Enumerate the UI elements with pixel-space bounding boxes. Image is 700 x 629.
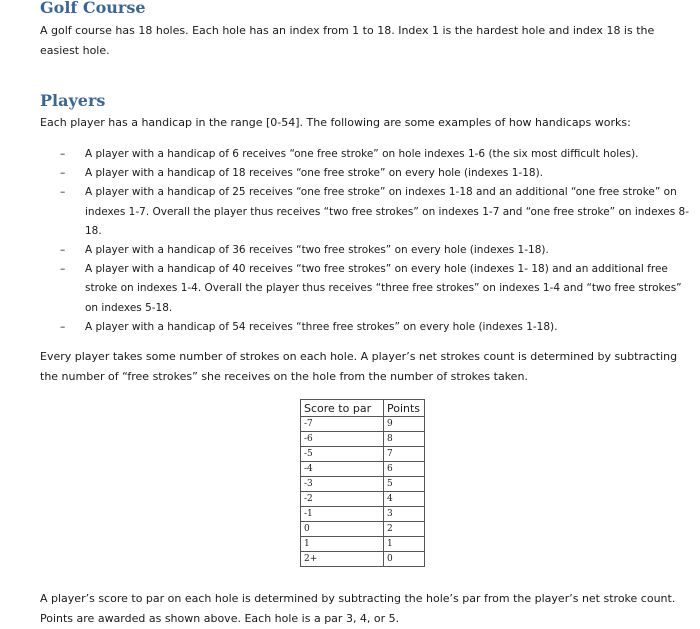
net-strokes-paragraph: Every player takes some number of strokes on each hole. A player’s net strokes count is determined by subtracting the number of “free strokes” she receives on the hole from the number of strokes taken. [40,350,678,383]
score-to-par-cell: -1 [301,507,384,522]
list-item [0,260,700,318]
section-title-players: Players [40,91,106,110]
list-item-text: A player with a handicap of 36 receives “two free strokes” on every hole (indexes 1-18). [85,244,549,257]
players-description: Each player has a handicap in the range [0-54]. The following are some examples of how handicaps works: [40,116,631,129]
list-item [0,145,700,164]
table-row [301,522,425,537]
table-row [301,417,425,432]
table-row [301,447,425,462]
list-item [0,183,700,241]
points-cell: 3 [384,507,425,522]
points-cell: 8 [384,432,425,447]
table-row [301,552,425,567]
points-cell: 9 [384,417,425,432]
score-to-par-cell: 1 [301,537,384,552]
list-item-text: A player with a handicap of 18 receives “one free stroke” on every hole (indexes 1-18). [85,167,544,180]
score-to-par-paragraph: A player’s score to par on each hole is determined by subtracting the hole’s par from the player’s net stroke count. Points are awarded as shown above. Each hole is a par 3, 4, or 5. [40,592,676,625]
list-item-text: A player with a handicap of 40 receives “two free strokes” on every hole (indexes 1- 18) and an additional free stroke on indexes 1-4. Overall the player thus receives “three free strokes” on indexes 1-4 and “two free strokes” on indexes 5-18. [85,263,682,314]
list-item [0,164,700,183]
table-row [301,537,425,552]
list-item-text: A player with a handicap of 54 receives “three free strokes” on every hole (indexes 1-18). [85,320,558,333]
score-to-par-cell: 2+ [301,552,384,567]
list-dash: – [60,320,66,333]
points-cell: 6 [384,462,425,477]
score-to-par-cell: 0 [301,522,384,537]
golf-course-description: A golf course has 18 holes. Each hole has an index from 1 to 18. Index 1 is the hardest hole and index 18 is the easiest hole. [40,24,655,57]
score-to-par-cell: -4 [301,462,384,477]
points-cell: 7 [384,447,425,462]
score-to-par-cell: -5 [301,447,384,462]
header-score-to-par: Score to par [301,400,384,417]
score-to-par-cell: -6 [301,432,384,447]
points-cell: 0 [384,552,425,567]
list-dash: – [60,263,66,276]
points-cell: 4 [384,492,425,507]
points-cell: 2 [384,522,425,537]
table-header-row [301,400,425,417]
list-item-text: A player with a handicap of 25 receives “one free stroke” on indexes 1-18 and an additional “one free stroke” on indexes 1-7. Overall the player thus receives “two free strokes” on indexes 1-7 and “one free stroke” on indexes 8-18. [85,186,690,237]
score-to-par-cell: -2 [301,492,384,507]
header-points: Points [384,400,425,417]
section-title-golf-course: Golf Course [40,0,146,17]
list-dash: – [60,186,66,199]
points-cell: 5 [384,477,425,492]
table-row [301,507,425,522]
table-row [301,462,425,477]
list-item-text: A player with a handicap of 6 receives “one free stroke” on hole indexes 1-6 (the six most difficult holes). [85,148,639,160]
score-to-par-cell: -7 [301,417,384,432]
table-row [301,492,425,507]
list-dash: – [60,167,66,180]
list-dash: – [60,244,66,257]
score-to-par-cell: -3 [301,477,384,492]
table-row [301,477,425,492]
list-item [0,318,700,337]
list-item [0,241,700,260]
points-table [300,399,425,567]
handicap-examples-list [0,145,700,337]
list-dash: – [60,148,66,160]
points-cell: 1 [384,537,425,552]
table-row [301,432,425,447]
